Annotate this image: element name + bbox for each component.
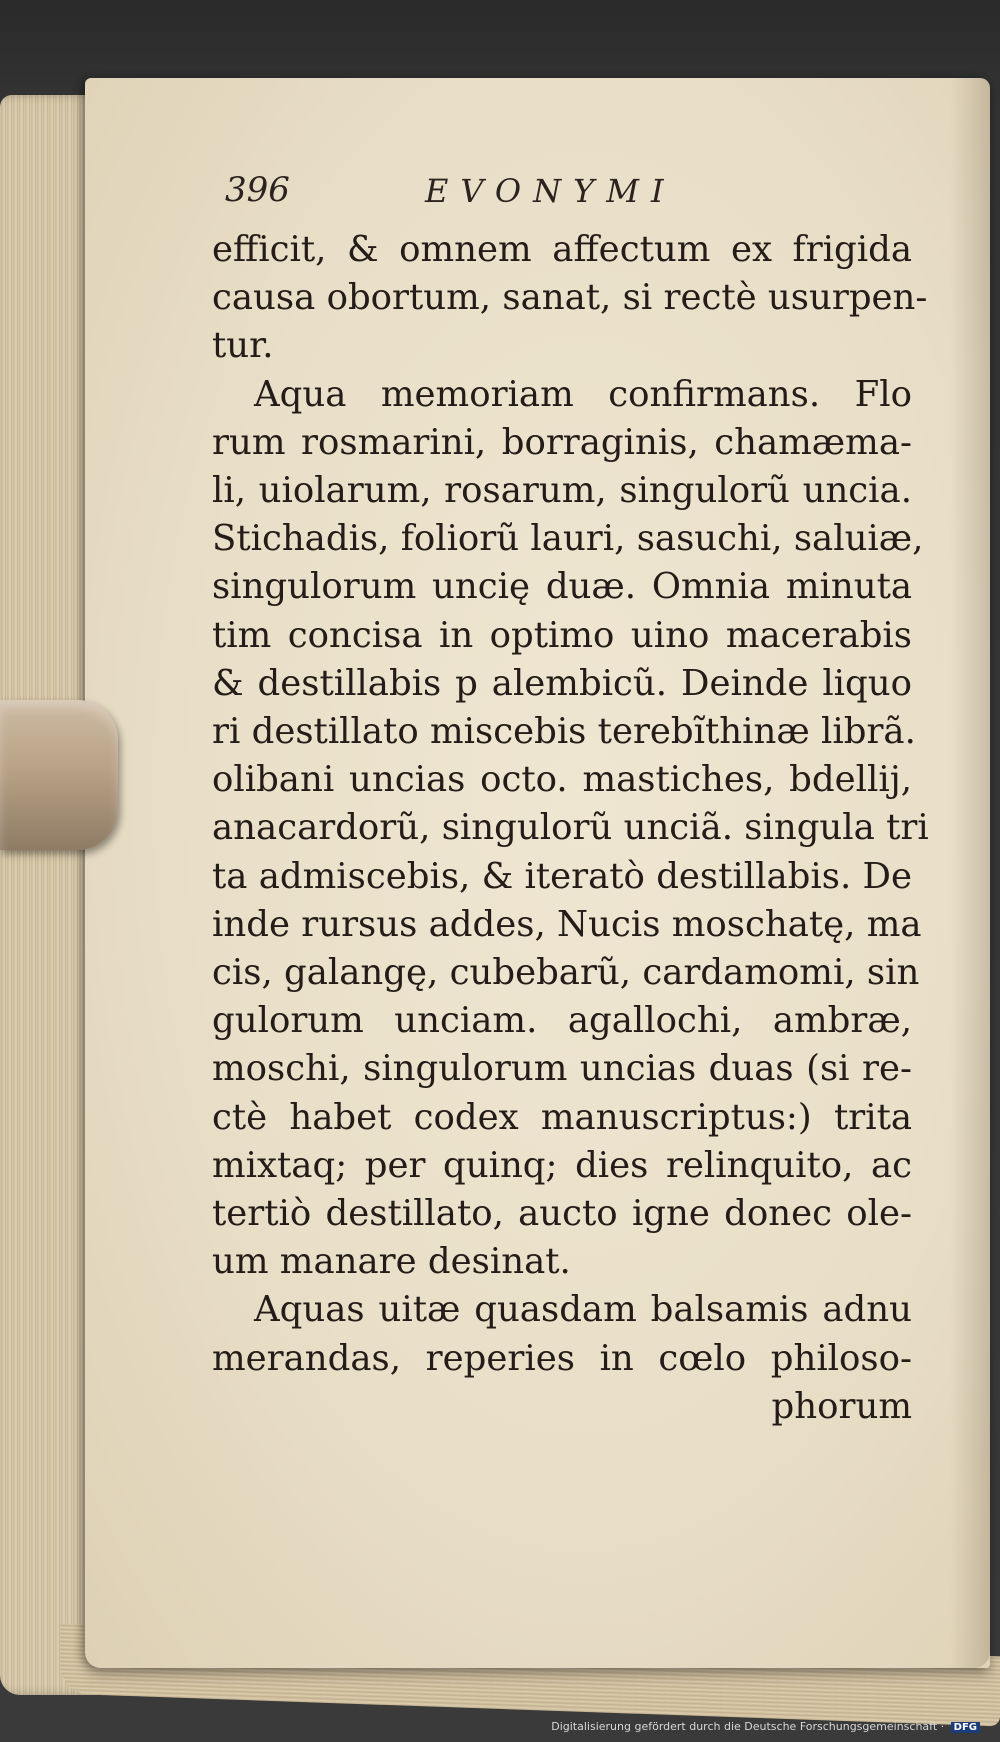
text-line: gulorum unciam. agallochi, ambræ, bbox=[212, 1000, 912, 1042]
text-line: ctè habet codex manuscriptus:) trita bbox=[212, 1096, 912, 1138]
text-line: Aquas uitæ quasdam balsamis adnu bbox=[254, 1289, 912, 1331]
text-line: causa obortum, sanat, si rectè usurpen- bbox=[212, 277, 928, 319]
text-line: efficit, & omnem affectum ex frigida bbox=[212, 229, 912, 270]
catchword: phorum bbox=[771, 1385, 912, 1427]
text-line: anacardorũ, singulorũ unciã. singula tri bbox=[212, 807, 929, 849]
text-line: singulorum uncię duæ. Omnia minuta bbox=[212, 566, 912, 608]
body-text bbox=[212, 226, 929, 1431]
page-number: 396 bbox=[225, 170, 290, 210]
running-head bbox=[225, 170, 745, 216]
digitization-credit bbox=[551, 1720, 980, 1733]
text-line: moschi, singulorum uncias duas (si re- bbox=[212, 1048, 912, 1090]
bookmark-tab bbox=[0, 700, 118, 850]
text-line: tur. bbox=[212, 325, 274, 367]
text-line: inde rursus addes, Nucis moschatę, ma bbox=[212, 903, 922, 945]
text-line: li, uiolarum, rosarum, singulorũ uncia. bbox=[212, 470, 912, 512]
text-line: cis, galangę, cubebarũ, cardamomi, sin bbox=[212, 952, 920, 994]
text-line: mixtaq; per quinq; dies relinquito, ac bbox=[212, 1144, 912, 1186]
text-line: & destillabis p alembicũ. Deinde liquo bbox=[212, 662, 912, 704]
text-line: Stichadis, foliorũ lauri, sasuchi, saluiæ, bbox=[212, 518, 924, 560]
text-line: um manare desinat. bbox=[212, 1241, 571, 1283]
text-line: merandas, reperies in cœlo philoso- bbox=[212, 1337, 912, 1379]
text-line: ri destillato miscebis terebĩthinæ librã. bbox=[212, 711, 916, 753]
text-line: tim concisa in optimo uino macerabis bbox=[212, 614, 912, 656]
text-line: tertiò destillato, aucto igne donec ole- bbox=[212, 1193, 912, 1235]
credit-text: Digitalisierung gefördert durch die Deutsche Forschungsgemeinschaft · bbox=[551, 1720, 945, 1733]
running-head-title: EVONYMI bbox=[425, 172, 676, 210]
text-line: olibani uncias octo. mastiches, bdellij, bbox=[212, 759, 912, 801]
text-line: ta admiscebis, & iteratò destillabis. De bbox=[212, 855, 912, 897]
text-line: Aqua memoriam confirmans. Flo bbox=[254, 373, 912, 415]
dfg-logo: DFG bbox=[951, 1722, 980, 1733]
text-line: rum rosmarini, borraginis, chamæma- bbox=[212, 421, 912, 463]
